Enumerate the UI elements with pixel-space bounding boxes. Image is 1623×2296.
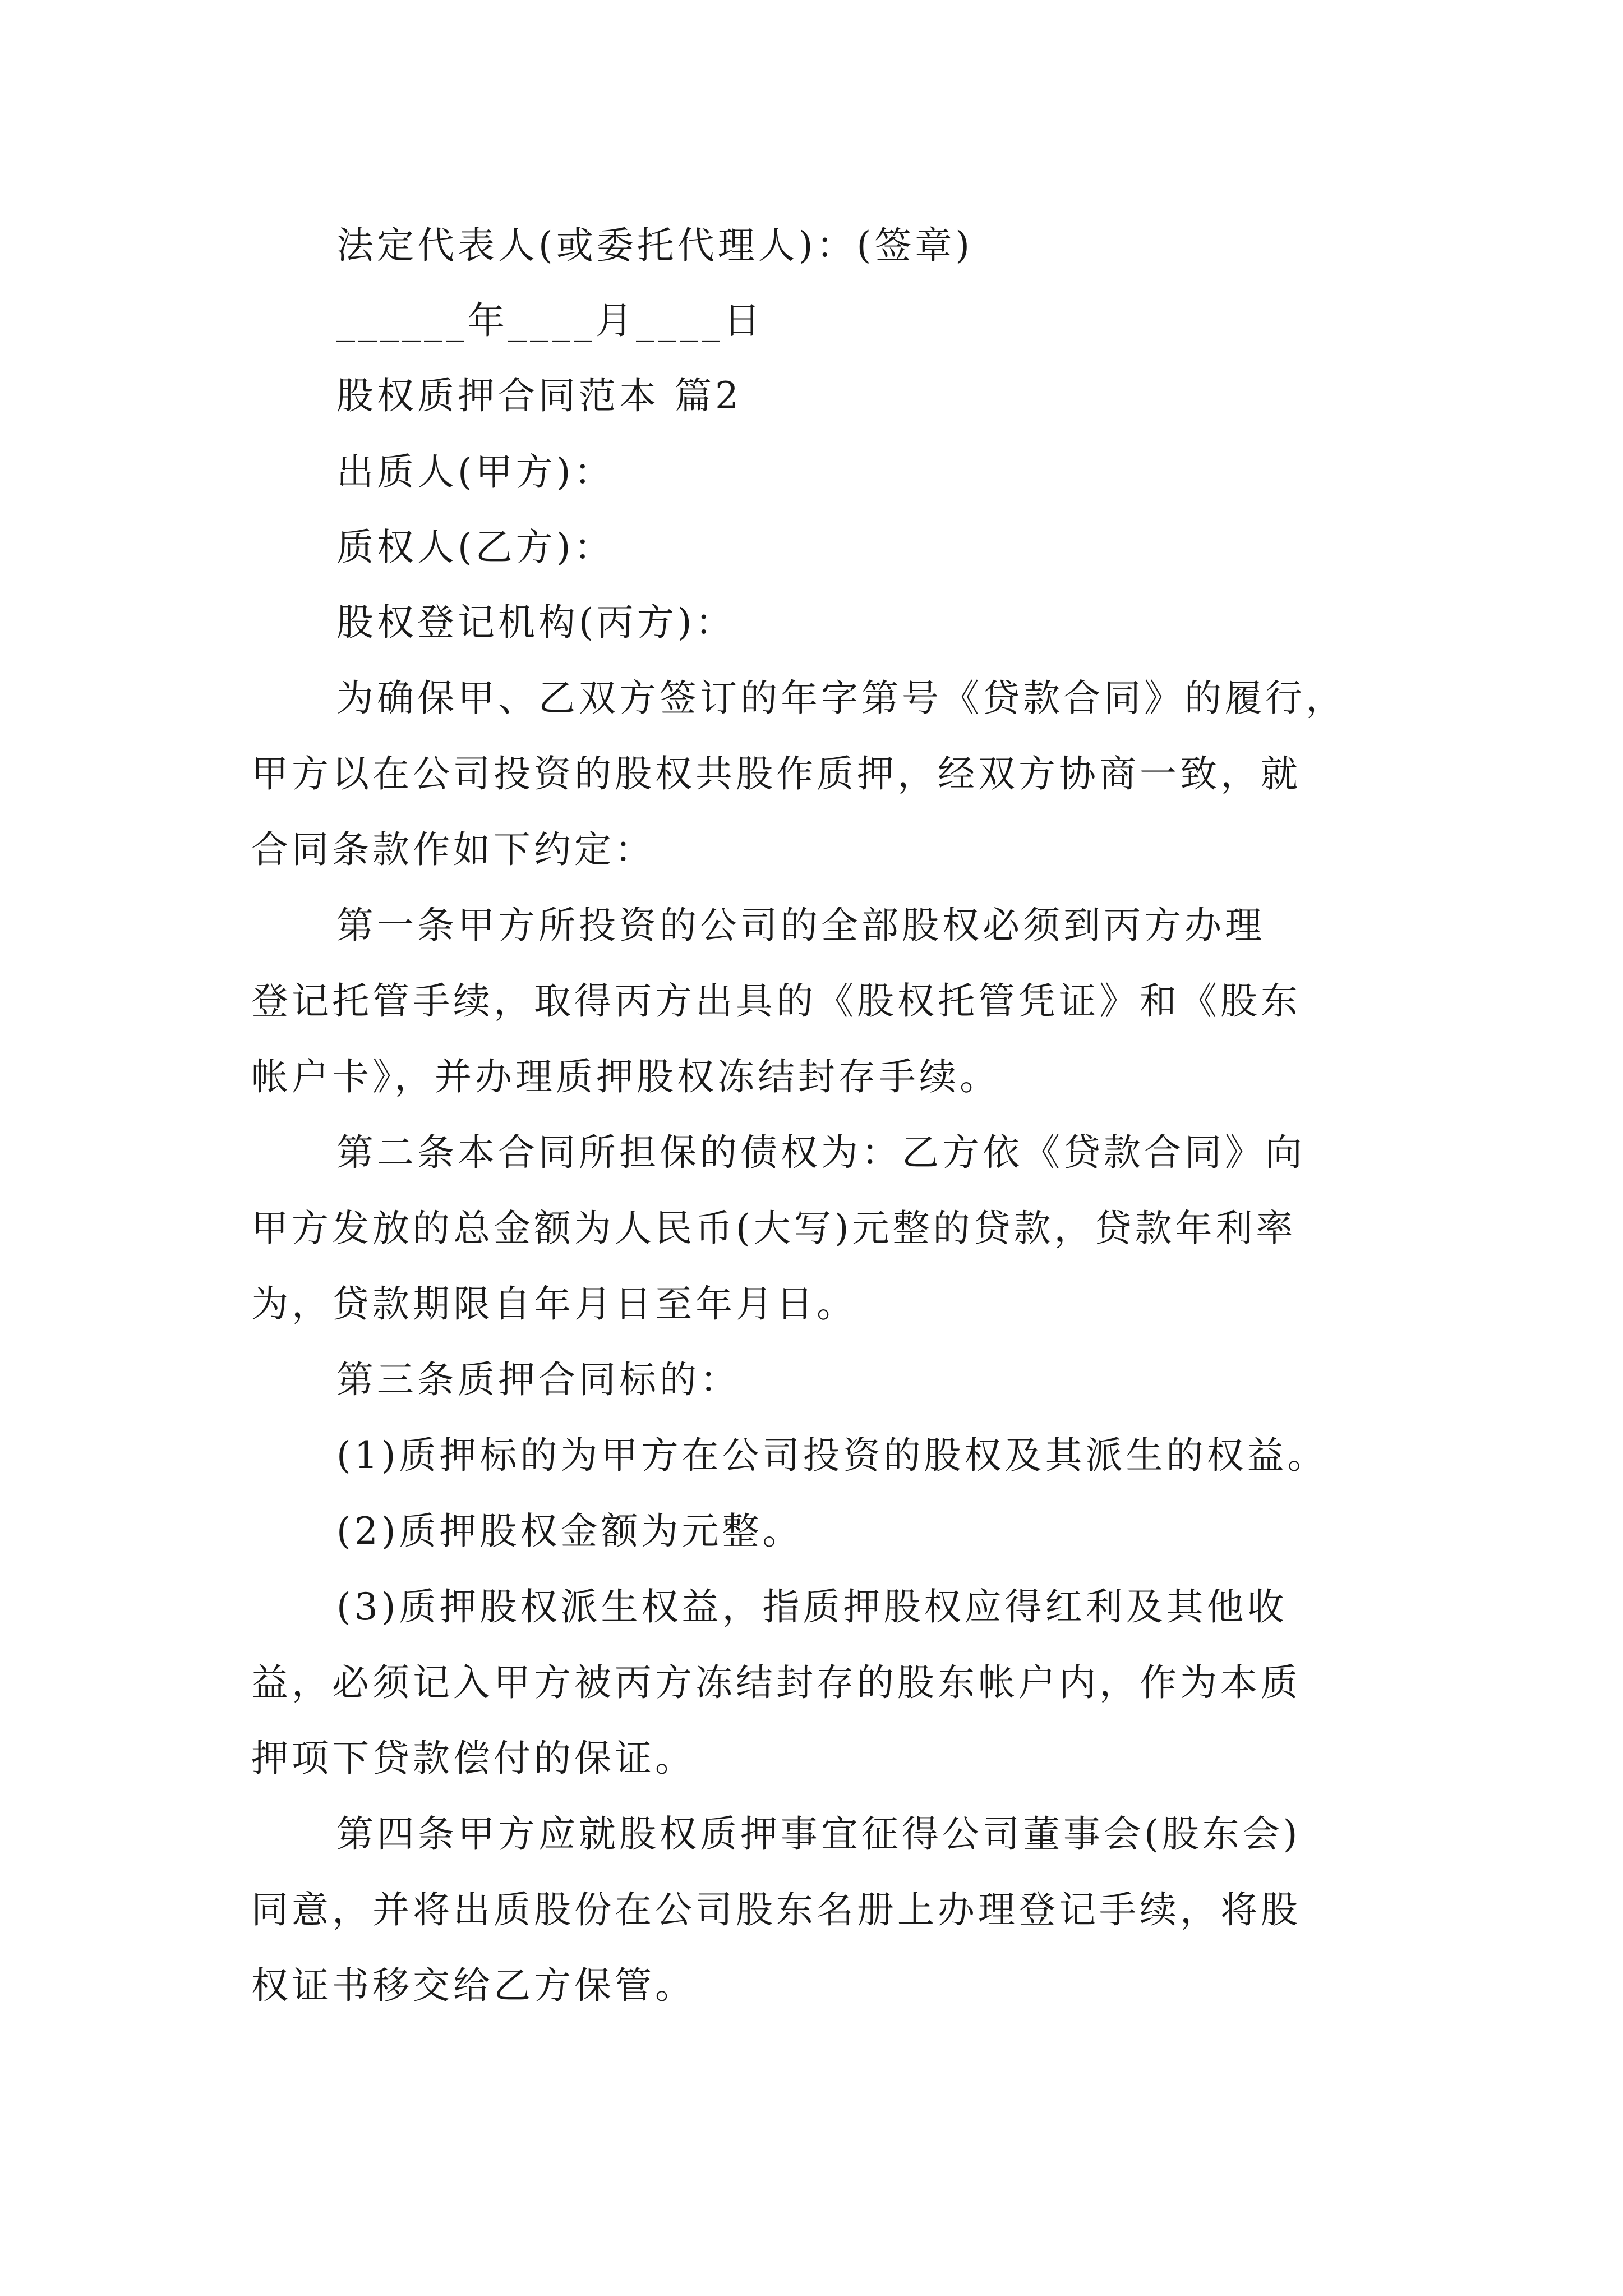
paragraph-line: 登记托管手续，取得丙方出具的《股权托管凭证》和《股东	[251, 979, 1301, 1023]
paragraph-line: (2)质押股权金额为元整。	[336, 1510, 803, 1553]
party-pledgee: 质权人(乙方)：	[336, 526, 615, 569]
paragraph-line: 甲方发放的总金额为人民币(大写)元整的贷款，贷款年利率	[251, 1207, 1297, 1250]
paragraph-line: 第三条质押合同标的：	[336, 1358, 740, 1401]
paragraph-line: 益，必须记入甲方被丙方冻结封存的股东帐户内，作为本质	[251, 1661, 1301, 1704]
party-pledgor: 出质人(甲方)：	[336, 450, 615, 494]
signature-line: 法定代表人(或委托代理人)：(签章)	[336, 224, 973, 267]
paragraph-line: 第二条本合同所担保的债权为：乙方依《贷款合同》向	[336, 1131, 1306, 1174]
paragraph-line: 第一条甲方所投资的公司的全部股权必须到丙方办理	[336, 904, 1265, 947]
paragraph-line: 合同条款作如下约定：	[251, 828, 655, 871]
paragraph-line: 权证书移交给乙方保管。	[251, 1964, 695, 2007]
section-title: 股权质押合同范本 篇2	[336, 374, 742, 417]
paragraph-line: (3)质押股权派生权益，指质押股权应得红利及其他收	[336, 1585, 1288, 1628]
date-line: ______年____月____日	[336, 299, 764, 342]
paragraph-line: 为确保甲、乙双方签订的年字第号《贷款合同》的履行，	[336, 677, 1346, 720]
paragraph-line: 帐户卡》，并办理质押股权冻结封存手续。	[251, 1055, 1000, 1098]
paragraph-line: 同意，并将出质股份在公司股东名册上办理登记手续，将股	[251, 1888, 1301, 1931]
paragraph-line: (1)质押标的为甲方在公司投资的股权及其派生的权益。	[336, 1434, 1328, 1477]
paragraph-line: 甲方以在公司投资的股权共股作质押，经双方协商一致，就	[251, 752, 1301, 795]
party-registrar: 股权登记机构(丙方)：	[336, 601, 736, 644]
paragraph-line: 押项下贷款偿付的保证。	[251, 1737, 695, 1780]
paragraph-line: 第四条甲方应就股权质押事宜征得公司董事会(股东会)	[336, 1812, 1301, 1856]
paragraph-line: 为，贷款期限自年月日至年月日。	[251, 1282, 857, 1326]
